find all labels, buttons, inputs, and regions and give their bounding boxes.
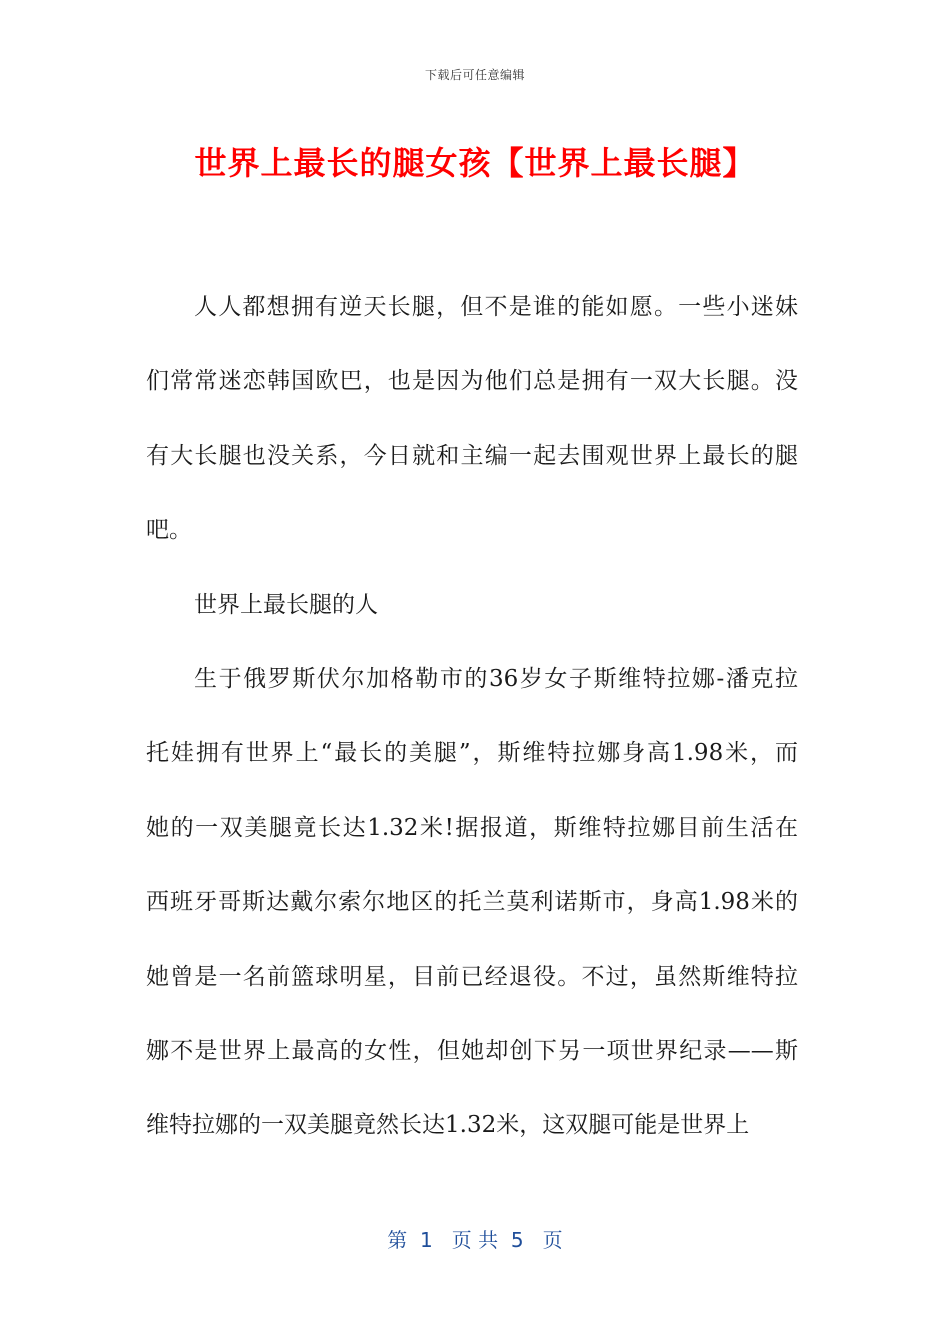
- section-heading: 世界上最长腿的人: [194, 591, 378, 618]
- paragraph-line: 吧。: [146, 517, 192, 544]
- paragraph-line: 维特拉娜的一双美腿竟然长达1.32米，这双腿可能是世界上: [146, 1112, 750, 1139]
- document-body: [146, 270, 798, 1163]
- paragraph-line: 们常常迷恋韩国欧巴，也是因为他们总是拥有一双大长腿。没: [146, 368, 798, 395]
- page-footer: 第 1 页 共 5 页: [387, 1228, 563, 1252]
- paragraph-line: 有大长腿也没关系，今日就和主编一起去围观世界上最长的腿: [146, 442, 798, 469]
- paragraph-line: 人人都想拥有逆天长腿，但不是谁的能如愿。一些小迷妹: [194, 294, 798, 320]
- paragraph-line: 她的一双美腿竟长达1.32米!据报道，斯维特拉娜目前生活在: [146, 814, 798, 841]
- paragraph-line: 娜不是世界上最高的女性，但她却创下另一项世界纪录——斯: [146, 1037, 798, 1064]
- paragraph-line: 托娃拥有世界上“最长的美腿”，斯维特拉娜身高1.98米，而: [146, 740, 798, 767]
- paragraph-line: 生于俄罗斯伏尔加格勒市的36岁女子斯维特拉娜-潘克拉: [194, 665, 798, 692]
- header-note: 下载后可任意编辑: [424, 68, 525, 82]
- paragraph-line: 她曾是一名前篮球明星，目前已经退役。不过，虽然斯维特拉: [146, 963, 798, 990]
- paragraph-line: 西班牙哥斯达戴尔索尔地区的托兰莫利诺斯市，身高1.98米的: [146, 889, 798, 916]
- document-title: 世界上最长的腿女孩【世界上最长腿】: [194, 144, 756, 182]
